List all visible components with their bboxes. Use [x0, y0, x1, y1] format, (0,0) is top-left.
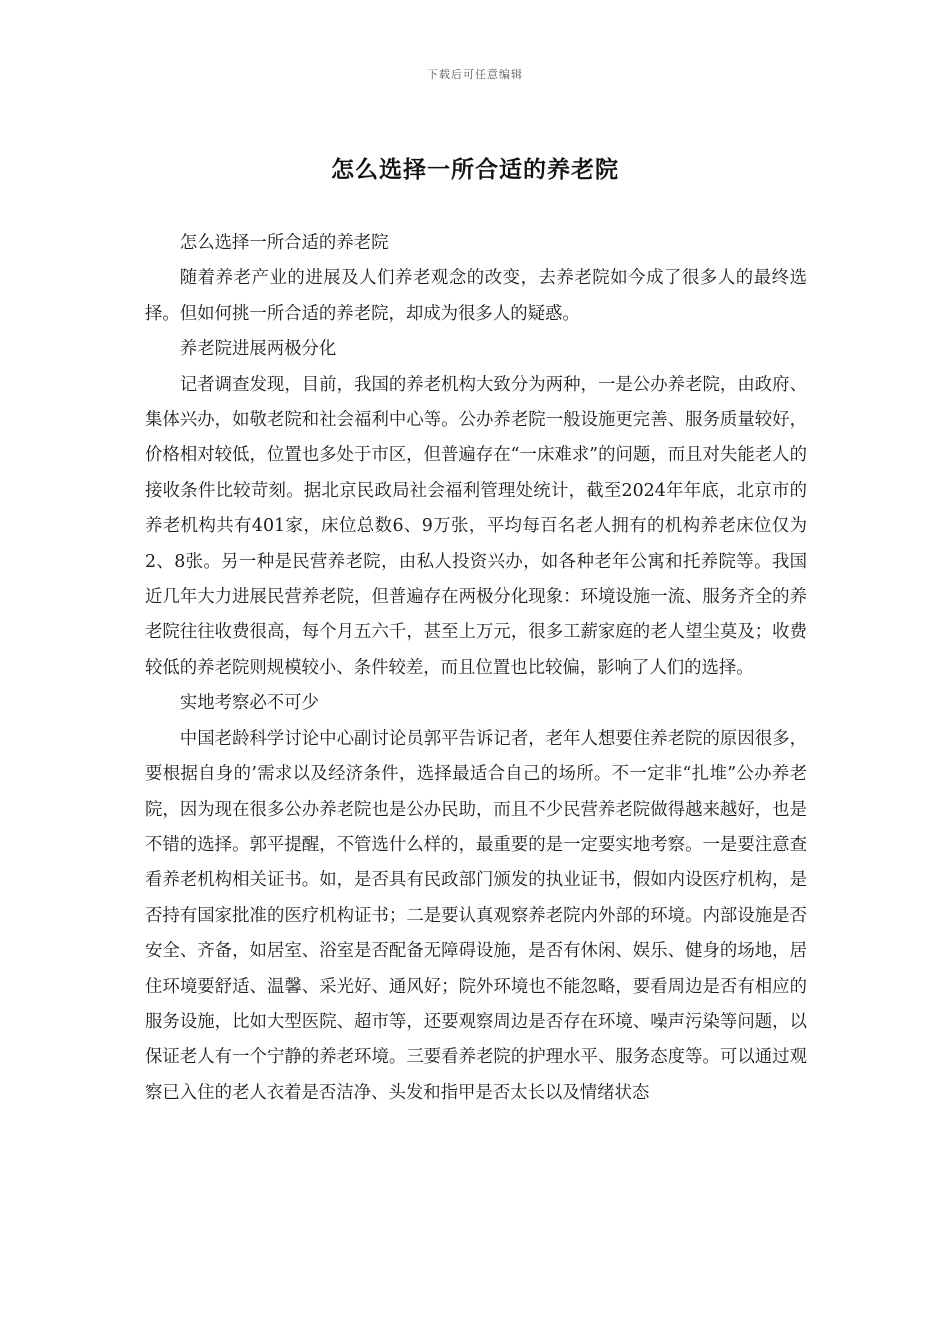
- paragraph-intro-heading: 怎么选择一所合适的养老院: [179, 233, 389, 253]
- section-heading-site-visit: 实地考察必不可少: [179, 693, 319, 714]
- document-body: [145, 226, 807, 1111]
- paragraph-site-visit: 中国老龄科学讨论中心副讨论员郭平告诉记者，老年人想要住养老院的原因很多，要根据自身的’需求以及经济条件，选择最适合自己的场所。不一定非“扎堆”公办养老院，因为现在很多公办养老院也是公办民助，而且不少民营养老院做得越来越好，也是不错的选择。郭平提醒，不管选什么样的，最重要的是一定要实地考察。一是要注意查看养老机构相关证书。如，是否具有民政部门颁发的执业证书，假如内设医疗机构，是否持有国家批准的医疗机构证书；二是要认真观察养老院内外部的环境。内部设施是否安全、齐备，如居室、浴室是否配备无障碍设施，是否有休闲、娱乐、健身的场地，居住环境要舒适、温馨、采光好、通风好；院外环境也不能忽略，要看周边是否有相应的服务设施，比如大型医院、超市等，还要观察周边是否存在环境、噪声污染等问题，以保证老人有一个宁静的养老环境。三要看养老院的护理水平、服务态度等。可以通过观察已入住的老人衣着是否洁净、头发和指甲是否太长以及情绪状态: [145, 728, 807, 1103]
- paragraph-intro: 随着养老产业的进展及人们养老观念的改变，去养老院如今成了很多人的最终选择。但如何挑一所合适的养老院，却成为很多人的疑惑。: [145, 268, 807, 324]
- document-title: 怎么选择一所合适的养老院: [331, 156, 619, 183]
- paragraph-polarization: 记者调查发现，目前，我国的养老机构大致分为两种，一是公办养老院，由政府、集体兴办，如敬老院和社会福利中心等。公办养老院一般设施更完善、服务质量较好，价格相对较低，位置也多处于市区，但普遍存在“一床难求”的问题，而且对失能老人的接收条件比较苛刻。据北京民政局社会福利管理处统计，截至2024年年底，北京市的养老机构共有401家，床位总数6、9万张，平均每百名老人拥有的机构养老床位仅为2、8张。另一种是民营养老院，由私人投资兴办，如各种老年公寓和托养院等。我国近几年大力进展民营养老院，但普遍存在两极分化现象：环境设施一流、服务齐全的养老院往往收费很高，每个月五六千，甚至上万元，很多工薪家庭的老人望尘莫及；收费较低的养老院则规模较小、条件较差，而且位置也比较偏，影响了人们的选择。: [145, 374, 807, 678]
- section-heading-polarization: 养老院进展两极分化: [179, 339, 337, 360]
- page-header-note: 下载后可任意编辑: [427, 68, 523, 81]
